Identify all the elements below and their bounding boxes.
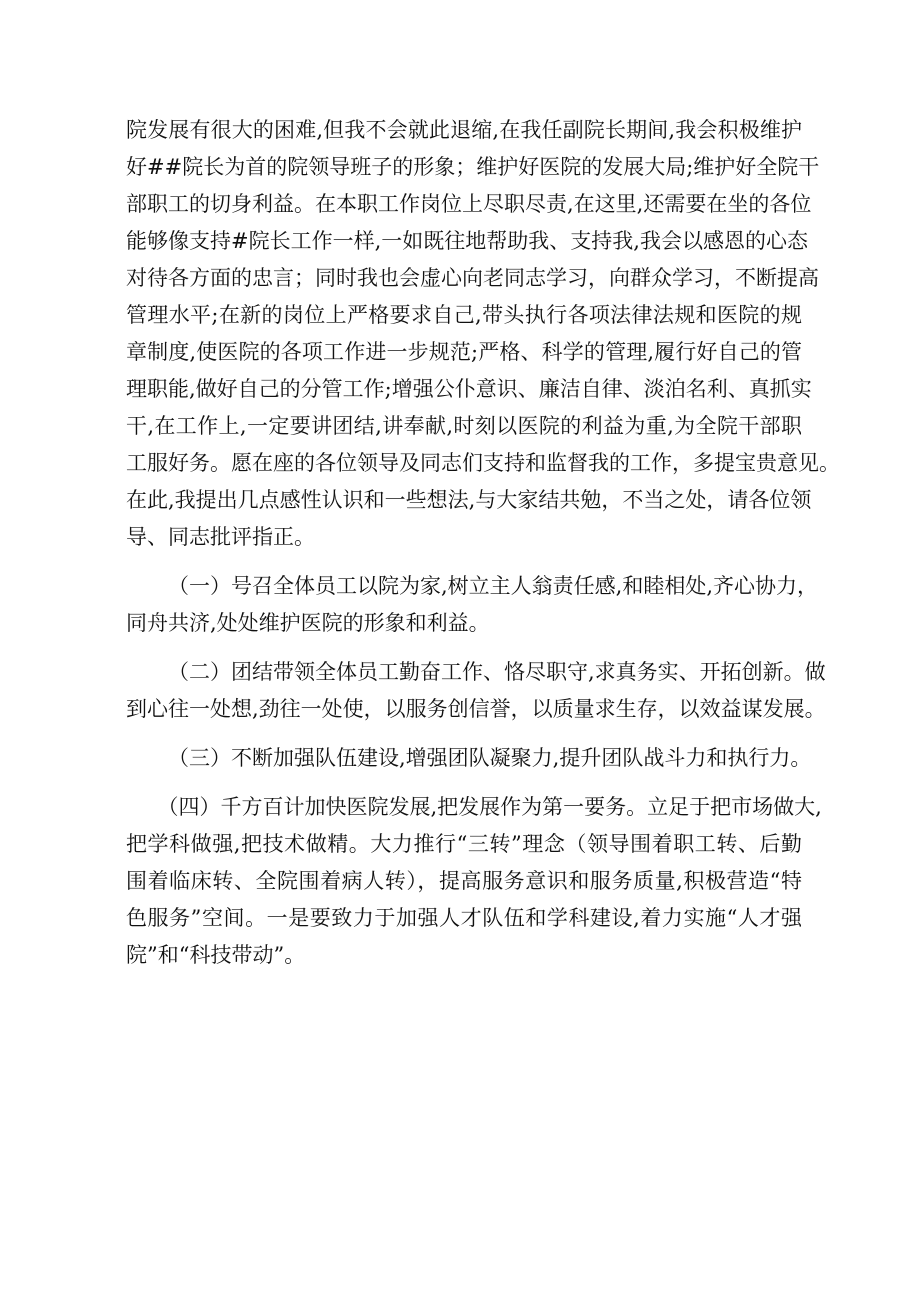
text-line: 对待各方面的忠言；同时我也会虚心向老同志学习，向群众学习，不断提高 [126, 266, 819, 290]
text-line: 围着临床转、全院围着病人转），提高服务意识和服务质量,积极营造“特 [126, 869, 802, 893]
paragraph-intro [126, 112, 840, 556]
text-line: （二）团结带领全体员工勤奋工作、恪尽职守,求真务实、开拓创新。做 [168, 660, 826, 684]
text-line: （一）号召全体员工以院为家,树立主人翁责任感,和睦相处,齐心协力， [168, 574, 819, 598]
text-line: 把学科做强,把技术做精。大力推行“三转”理念（领导围着职工转、后勤 [126, 832, 802, 856]
text-line: 院发展有很大的困难,但我不会就此退缩,在我任副院长期间,我会积极维护 [126, 118, 802, 142]
document-body [126, 112, 840, 974]
text-line: 同舟共济,处处维护医院的形象和利益。 [126, 611, 490, 635]
text-line: （三）不断加强队伍建设,增强团队凝聚力,提升团队战斗力和执行力。 [168, 746, 812, 770]
paragraph-item-4 [126, 789, 822, 974]
text-line: 导、同志批评指正。 [126, 525, 315, 549]
text-line: 理职能,做好自己的分管工作;增强公仆意识、廉洁自律、淡泊名利、真抓实 [126, 377, 812, 401]
paragraph-item-2 [126, 654, 826, 728]
text-line: 工服好务。愿在座的各位领导及同志们支持和监督我的工作，多提宝贵意见。 [126, 451, 840, 475]
paragraph-item-1 [126, 568, 819, 642]
text-line: 院”和“科技带动”。 [126, 943, 306, 967]
text-line: 干,在工作上,一定要讲团结,讲奉献,时刻以医院的利益为重,为全院干部职 [126, 414, 802, 438]
text-line: 能够像支持#院长工作一样,一如既往地帮助我、支持我,我会以感恩的心态 [126, 229, 808, 253]
text-line: （四）千方百计加快医院发展,把发展作为第一要务。立足于把市场做大, [157, 795, 822, 819]
text-line: 在此,我提出几点感性认识和一些想法,与大家结共勉，不当之处，请各位领 [126, 488, 812, 512]
paragraph-item-3 [126, 740, 812, 777]
text-line: 到心往一处想,劲往一处使，以服务创信誉，以质量求生存，以效益谋发展。 [126, 697, 826, 721]
text-line: 部职工的切身利益。在本职工作岗位上尽职尽责,在这里,还需要在坐的各位 [126, 192, 812, 216]
text-line: 章制度,使医院的各项工作进一步规范;严格、科学的管理,履行好自己的管 [126, 340, 802, 364]
text-line: 管理水平;在新的岗位上严格要求自己,带头执行各项法律法规和医院的规 [126, 303, 802, 327]
text-line: 色服务”空间。一是要致力于加强人才队伍和学科建设,着力实施“人才强 [126, 906, 802, 930]
text-line: 好##院长为首的院领导班子的形象；维护好医院的发展大局;维护好全院干 [126, 155, 820, 179]
